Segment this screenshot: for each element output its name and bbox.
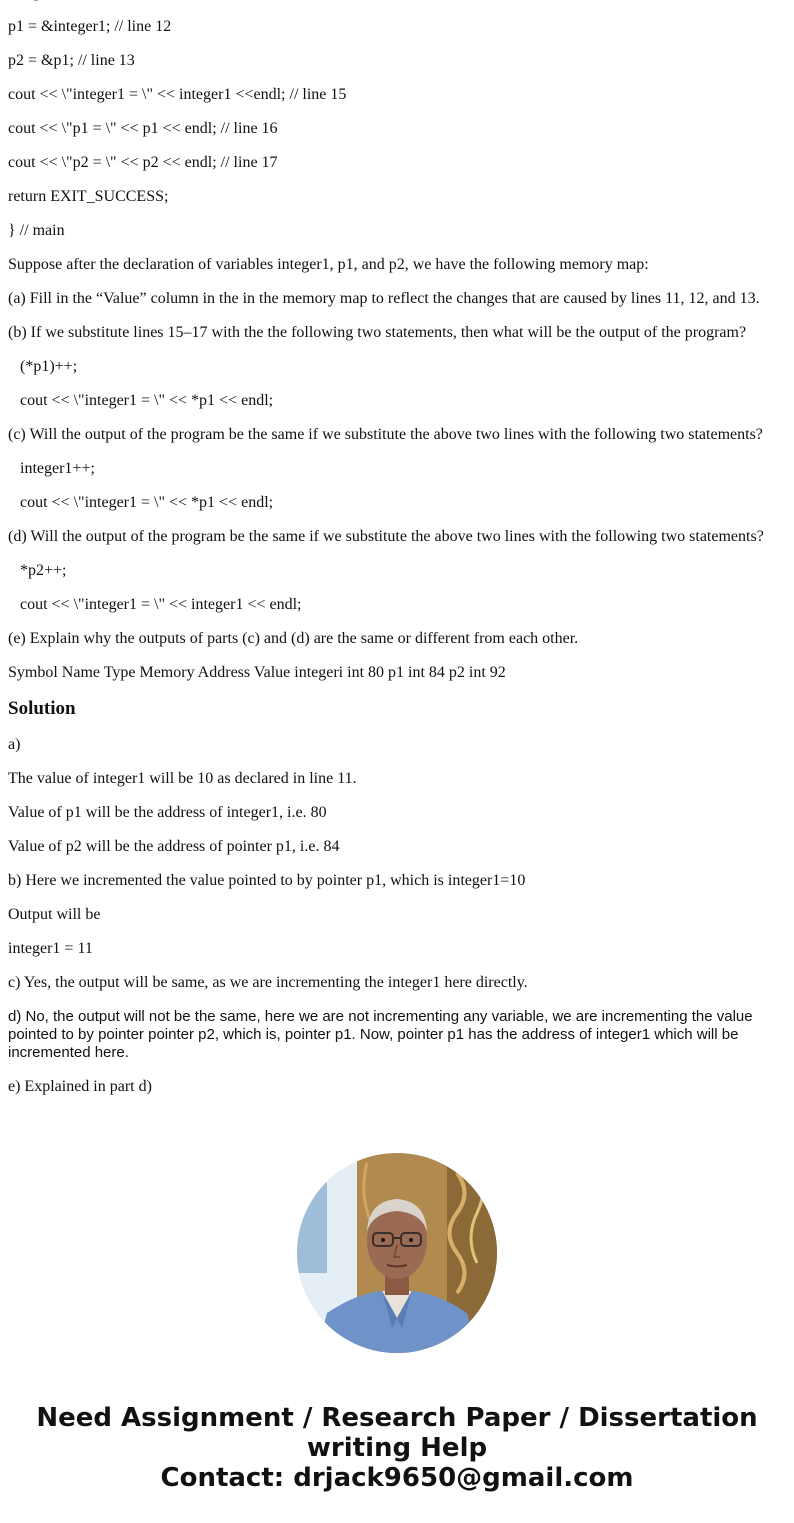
- memory-map-text: Symbol Name Type Memory Address Value integeri int 80 p1 int 84 p2 int 92: [8, 664, 506, 681]
- question-part-b: (b) If we substitute lines 15–17 with the the following two statements, then what will be the output of the program?: [8, 324, 747, 341]
- code-line: p1 = &integer1; // line 12: [8, 18, 172, 35]
- question-part-c: (c) Will the output of the program be the same if we substitute the above two lines with the following two statements?: [8, 426, 763, 443]
- code-line: return EXIT_SUCCESS;: [8, 188, 169, 205]
- solution-line: The value of integer1 will be 10 as declared in line 11.: [8, 770, 357, 787]
- solution-line: integer1 = 11: [8, 940, 93, 957]
- part-c-code-line: integer1++;: [20, 460, 95, 477]
- promo-banner: [0, 1403, 794, 1493]
- solution-line: Output will be: [8, 906, 101, 923]
- solution-line: a): [8, 736, 21, 753]
- question-part-d: (d) Will the output of the program be the same if we substitute the above two lines with the following two statements?: [8, 528, 764, 545]
- question-part-a: (a) Fill in the “Value” column in the in the memory map to reflect the changes that are caused by lines 11, 12, and 13.: [8, 290, 760, 307]
- promo-line: writing Help: [306, 1433, 488, 1463]
- part-d-code-line: cout << \"integer1 = \" << integer1 << endl;: [20, 596, 302, 613]
- author-portrait-icon: [297, 1153, 497, 1353]
- solution-line: b) Here we incremented the value pointed to by pointer p1, which is integer1=10: [8, 872, 526, 889]
- solution-line: Value of p2 will be the address of pointer p1, i.e. 84: [8, 838, 340, 855]
- author-avatar: [297, 1153, 497, 1353]
- main-content: [8, 0, 784, 1112]
- code-line: } // main: [8, 222, 65, 239]
- part-c-code-line: cout << \"integer1 = \" << *p1 << endl;: [20, 494, 274, 511]
- question-part-e: (e) Explain why the outputs of parts (c) and (d) are the same or different from each other.: [8, 630, 579, 647]
- solution-line: c) Yes, the output will be same, as we are incrementing the integer1 here directly.: [8, 974, 528, 991]
- code-line: cout << \"p1 = \" << p1 << endl; // line 16: [8, 120, 278, 137]
- solution-answer-d: d) No, the output will not be the same, here we are not incrementing any variable, we are incrementing the value pointed to by pointer pointer p2, which is, pointer p1. Now, pointer p1 has the address of integer1 which will be incremented here.: [8, 1008, 753, 1061]
- part-d-code-line: *p2++;: [20, 562, 67, 579]
- code-line: p2 = &p1; // line 13: [8, 52, 135, 69]
- part-b-code-line: (*p1)++;: [20, 358, 78, 375]
- solution-line: Value of p1 will be the address of integer1, i.e. 80: [8, 804, 327, 821]
- question-intro: Suppose after the declaration of variables integer1, p1, and p2, we have the following memory map:: [8, 256, 649, 273]
- solution-heading: Solution: [8, 698, 76, 719]
- solution-answer-e: e) Explained in part d): [8, 1078, 152, 1095]
- promo-line: Need Assignment / Research Paper / Dissertation: [36, 1403, 758, 1433]
- code-line: [8, 0, 784, 2]
- part-b-code-line: cout << \"integer1 = \" << *p1 << endl;: [20, 392, 274, 409]
- promo-contact: Contact: drjack9650@gmail.com: [160, 1463, 634, 1493]
- code-line: cout << \"integer1 = \" << integer1 <<endl; // line 15: [8, 86, 347, 103]
- code-line: cout << \"p2 = \" << p2 << endl; // line 17: [8, 154, 278, 171]
